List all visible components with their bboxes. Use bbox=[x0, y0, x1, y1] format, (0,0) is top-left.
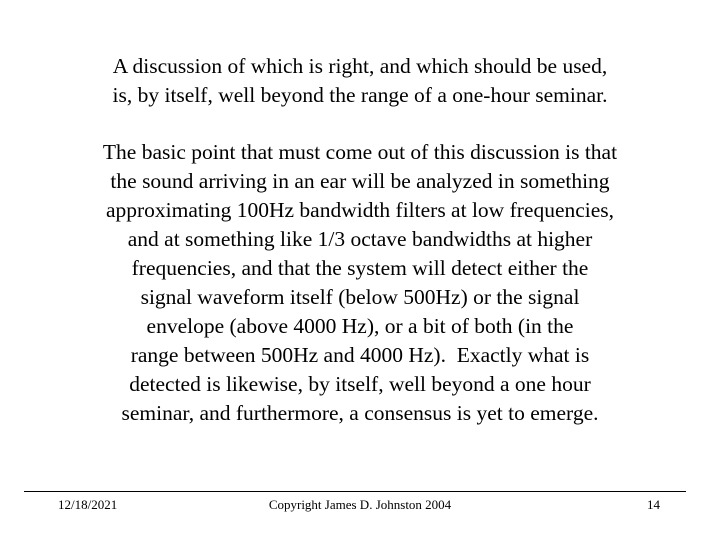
text-line: The basic point that must come out of this discussion is that bbox=[102, 140, 618, 164]
text-line: approximating 100Hz bandwidth filters at low frequencies, bbox=[105, 198, 615, 222]
text-line: seminar, and furthermore, a consensus is yet to emerge. bbox=[121, 401, 599, 425]
text-line: envelope (above 4000 Hz), or a bit of both (in the bbox=[146, 314, 574, 338]
paragraph-main bbox=[40, 138, 680, 428]
footer-copyright: Copyright James D. Johnston 2004 bbox=[268, 497, 452, 512]
footer-date: 12/18/2021 bbox=[58, 497, 118, 512]
text-line: detected is likewise, by itself, well beyond a one hour bbox=[129, 372, 591, 396]
footer-divider bbox=[24, 491, 686, 492]
paragraph-intro bbox=[40, 52, 680, 110]
text-line: is, by itself, well beyond the range of a one-hour seminar. bbox=[112, 83, 608, 107]
text-line: signal waveform itself (below 500Hz) or the signal bbox=[140, 285, 580, 309]
text-line: the sound arriving in an ear will be analyzed in something bbox=[110, 169, 610, 193]
footer-page-number: 14 bbox=[647, 497, 660, 512]
text-line: range between 500Hz and 4000 Hz). Exactly what is bbox=[130, 343, 590, 367]
text-line: frequencies, and that the system will detect either the bbox=[131, 256, 589, 280]
text-line: A discussion of which is right, and which should be used, bbox=[112, 54, 608, 78]
text-line: and at something like 1/3 octave bandwidths at higher bbox=[127, 227, 593, 251]
